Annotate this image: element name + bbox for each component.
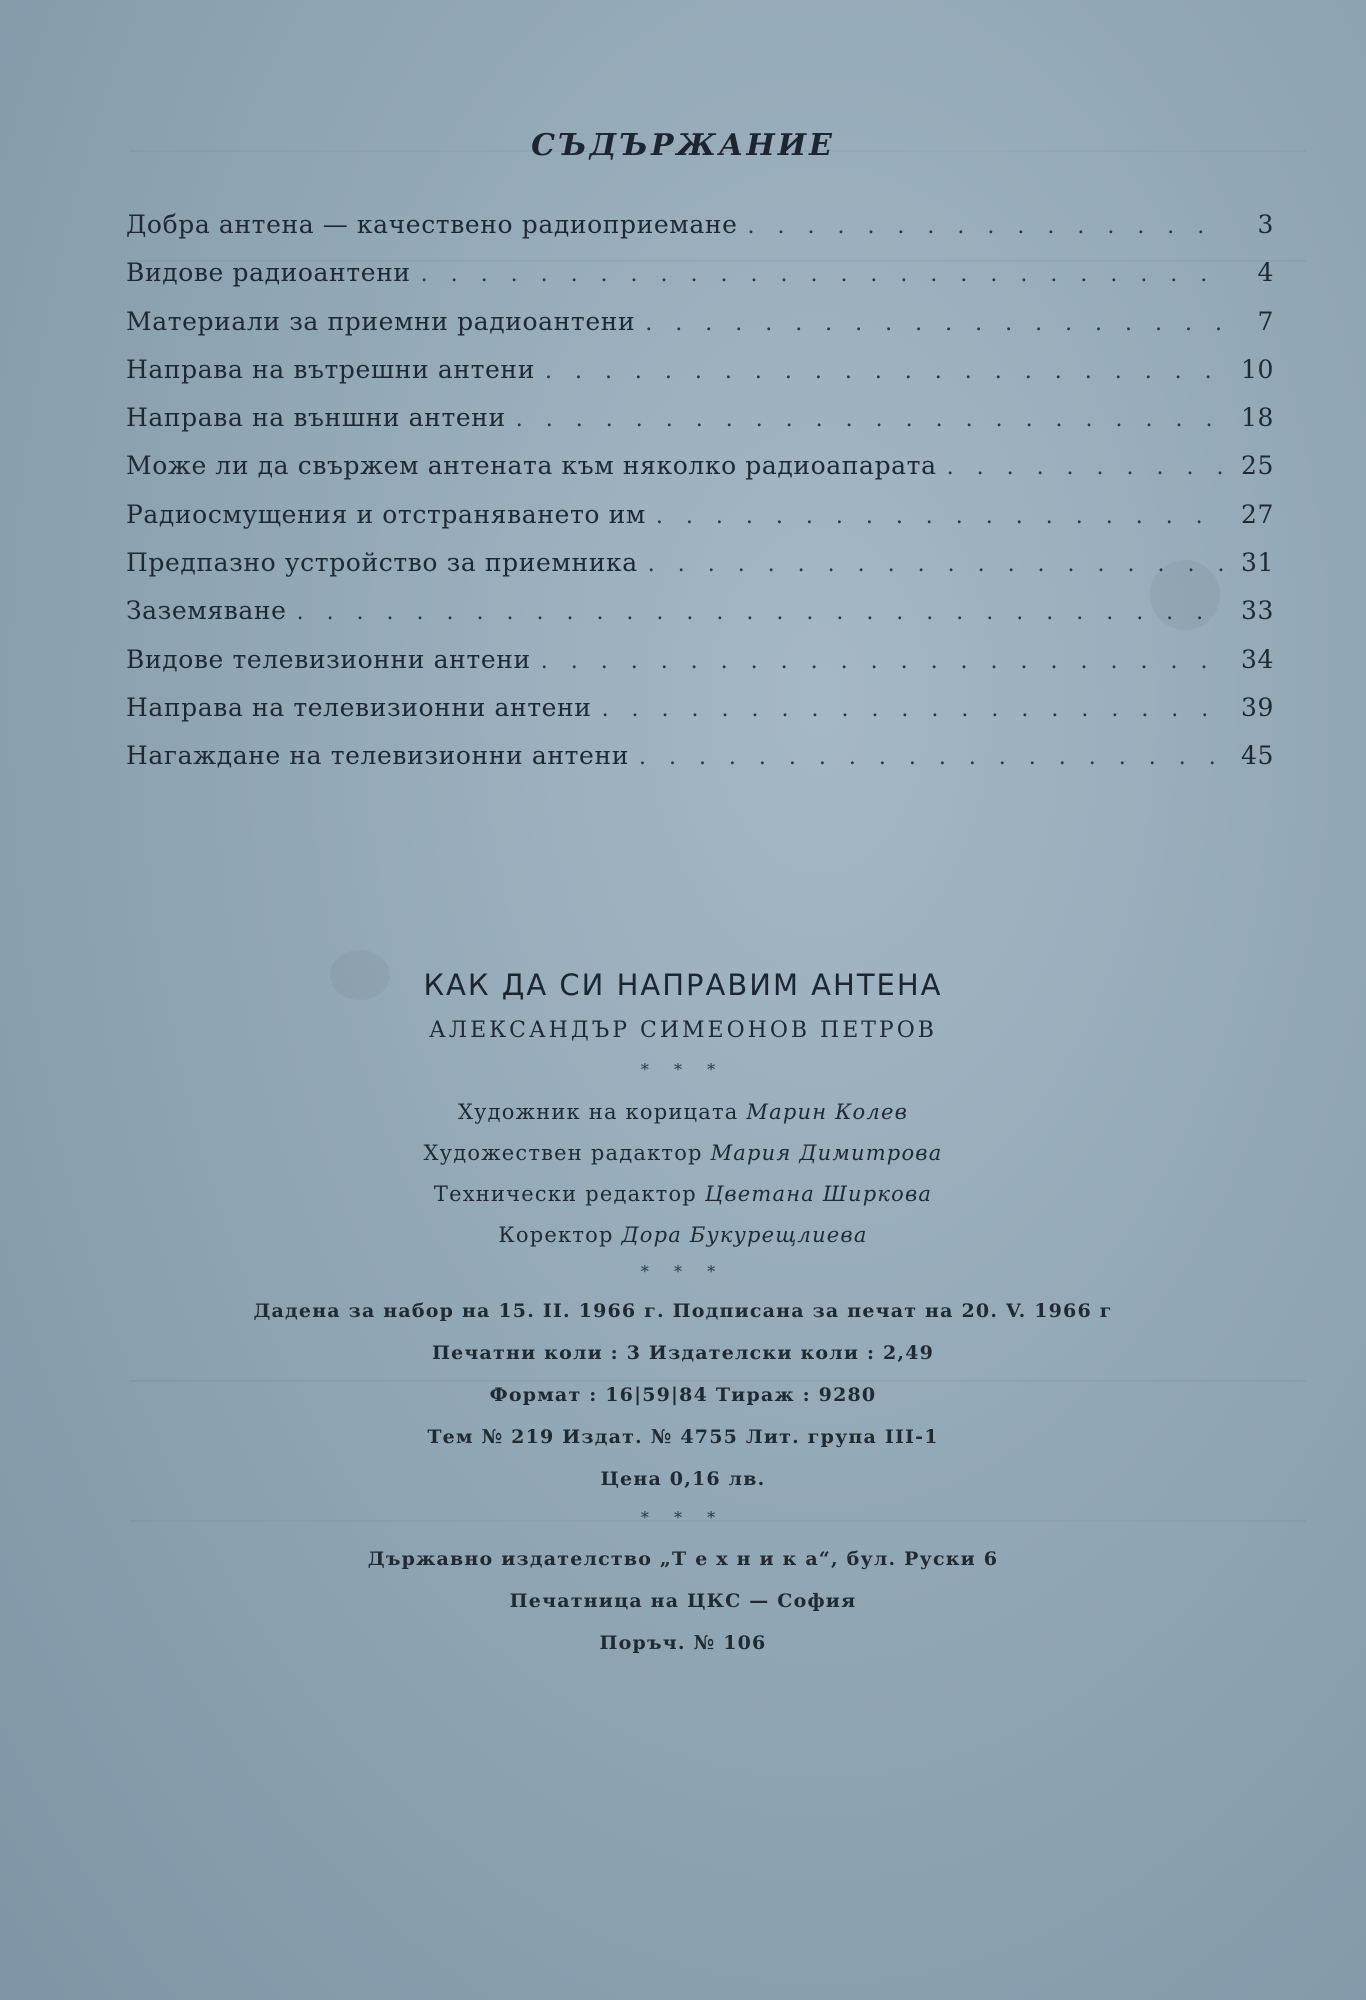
credit-role: Художник на корицата [457,1100,739,1124]
toc-entry [126,500,1274,548]
separator-stars: * * * [640,1060,726,1079]
toc-entry-label: Направа на телевизионни антени [126,692,592,722]
toc-entry-page: 7 [1257,306,1274,336]
toc-entry [126,210,1274,258]
table-of-contents [126,210,1274,790]
toc-leader-dots [947,455,1226,480]
toc-entry-label: Видове радиоантени [126,258,411,288]
credit-name: Мария Димитрова [710,1141,943,1165]
toc-entry-page: 31 [1240,548,1274,578]
credit-line-cover-artist [0,1100,1366,1124]
credit-role: Художествен радактор [423,1141,703,1165]
imprint-publisher: Държавно издателство „Т е х н и к а“, бул. Руски 6 [367,1548,999,1570]
toc-entry-page: 3 [1257,210,1274,239]
toc-entry [126,355,1274,403]
toc-entry-label: Материали за приемни радиоантени [126,306,636,336]
toc-entry-page: 45 [1240,741,1274,771]
toc-entry-page: 4 [1257,258,1274,288]
toc-entry-label: Предпазно устройство за приемника [126,548,638,578]
imprint-sheets: Печатни коли : 3 Издателски коли : 2,49 [431,1342,935,1364]
toc-leader-dots [656,504,1226,529]
toc-entry-label: Добра антена — качествено радиоприемане [126,210,738,239]
show-through-line [130,1380,1306,1382]
imprint-printer: Печатница на ЦКС — София [509,1590,857,1612]
separator-stars: * * * [640,1508,726,1527]
toc-title: СЪДЪРЖАНИЕ [531,128,835,163]
toc-entry [126,451,1274,499]
toc-entry [126,307,1274,355]
toc-entry-label: Може ли да свържем антената към няколко радиоапарата [126,451,937,481]
credit-line-proofreader [0,1223,1366,1247]
toc-leader-dots [648,552,1226,577]
credit-line-technical-editor [0,1182,1366,1206]
toc-entry [126,645,1274,693]
toc-leader-dots [748,214,1227,239]
credit-name: Цветана Ширкова [704,1182,933,1206]
credit-role: Коректор [498,1223,614,1247]
toc-leader-dots [545,359,1226,384]
toc-entry-label: Видове телевизионни антени [126,644,531,674]
toc-leader-dots [639,745,1226,770]
imprint-price: Цена 0,16 лв. [600,1468,766,1490]
toc-entry-page: 10 [1240,354,1274,384]
imprint-format: Формат : 16|59|84 Тираж : 9280 [489,1384,877,1406]
toc-entry [126,403,1274,451]
book-title: КАК ДА СИ НАПРАВИМ АНТЕНА [423,968,943,1002]
toc-entry-page: 34 [1240,644,1274,674]
toc-entry-page: 27 [1240,499,1274,529]
credit-role: Технически редактор [433,1182,697,1206]
toc-entry [126,741,1274,789]
toc-entry-page: 39 [1240,692,1274,722]
toc-entry [126,693,1274,741]
toc-entry-label: Радиосмущения и отстраняването им [126,499,646,529]
book-author: АЛЕКСАНДЪР СИМЕОНОВ ПЕТРОВ [429,1018,937,1043]
toc-entry-page: 25 [1240,451,1274,481]
separator-stars: * * * [640,1262,726,1281]
toc-entry-page: 18 [1240,403,1274,433]
toc-entry [126,548,1274,596]
toc-leader-dots [297,600,1226,625]
toc-entry [126,258,1274,306]
toc-leader-dots [602,697,1226,722]
credit-name: Марин Колев [746,1100,909,1124]
toc-entry-page: 33 [1240,596,1274,626]
toc-entry-label: Заземяване [126,596,287,626]
toc-leader-dots [516,407,1226,432]
toc-leader-dots [645,311,1226,336]
toc-entry [126,596,1274,644]
toc-leader-dots [421,262,1226,287]
toc-entry-label: Направа на вътрешни антени [126,354,535,384]
credit-line-art-editor [0,1141,1366,1165]
toc-entry-label: Направа на външни антени [126,403,506,433]
toc-entry-label: Нагаждане на телевизионни антени [126,741,629,771]
imprint-order: Поръч. № 106 [599,1632,767,1654]
credit-name: Дора Букурещлиева [621,1223,868,1247]
imprint-dates: Дадена за набор на 15. II. 1966 г. Подписана за печат на 20. V. 1966 г [253,1300,1113,1322]
toc-leader-dots [541,649,1226,674]
imprint-numbers: Тем № 219 Издат. № 4755 Лит. група III-1 [427,1426,939,1448]
